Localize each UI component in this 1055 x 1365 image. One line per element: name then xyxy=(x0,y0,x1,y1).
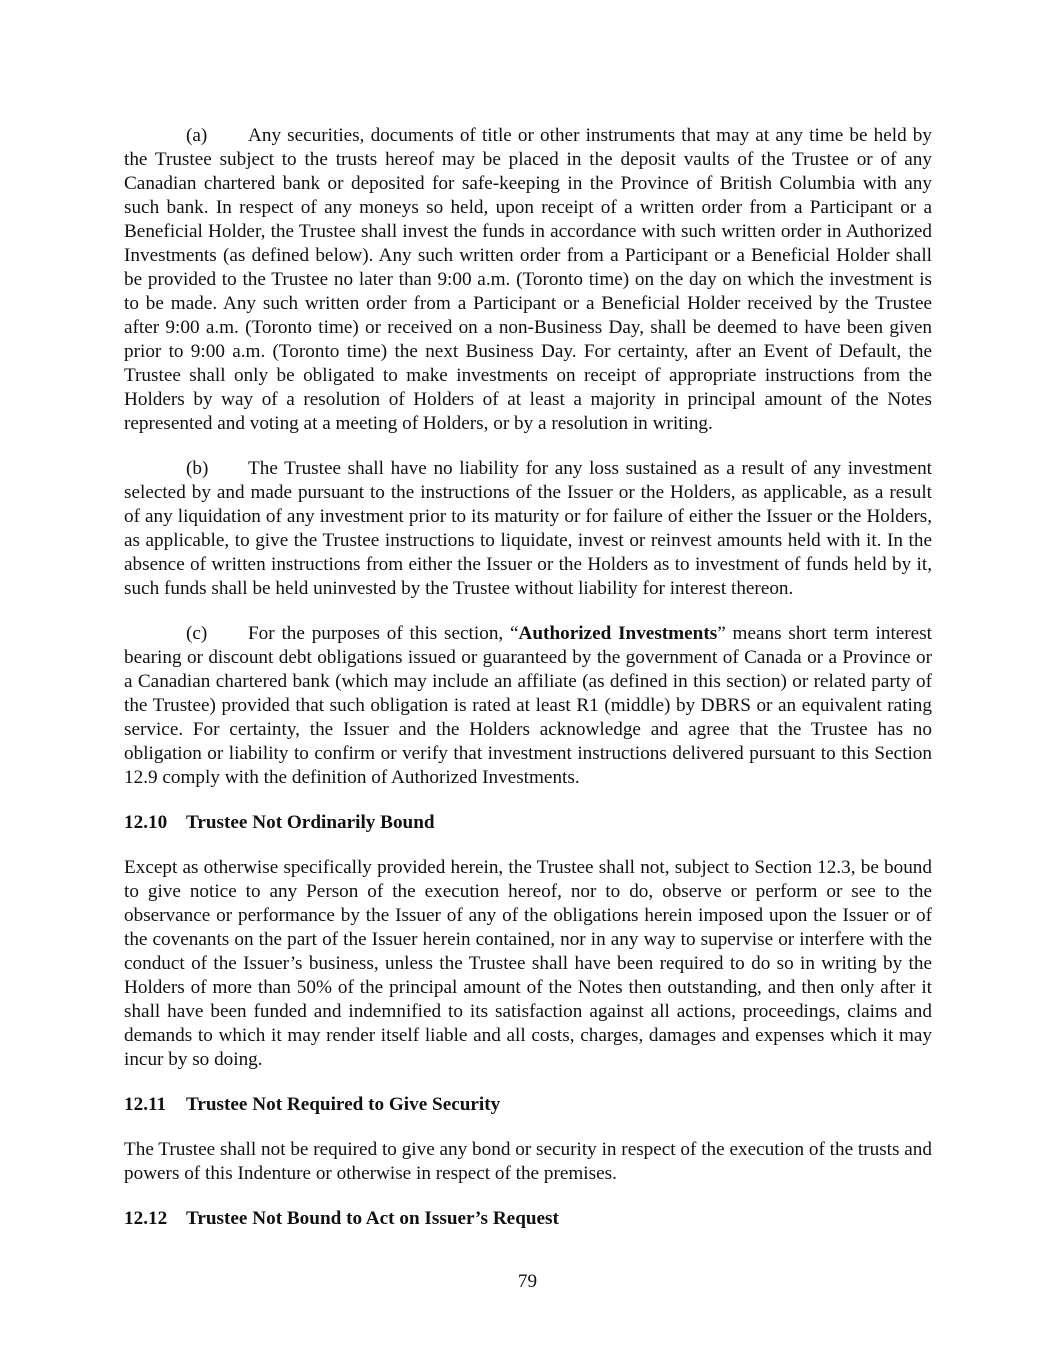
paragraph-b-label: (b) xyxy=(186,458,209,479)
paragraph-a-text: Any securities, documents of title or other instruments that may at any time be held by the Trustee subject to the trusts hereof may be placed in the deposit vaults of the Trustee or of any Canadian chartered bank or deposited for safe-keeping in the Province of British Columbia with any such bank. In respect of any moneys so held, upon receipt of a written order from a Participant or a Beneficial Holder, the Trustee shall invest the funds in accordance with such written order in Authorized Investments (as defined below). Any such written order from a Participant or a Beneficial Holder shall be provided to the Trustee no later than 9:00 a.m. (Toronto time) on the day on which the investment is to be made. Any such written order from a Participant or a Beneficial Holder received by the Trustee after 9:00 a.m. (Toronto time) or received on a non-Business Day, shall be deemed to have been given prior to 9:00 a.m. (Toronto time) the next Business Day. For certainty, after an Event of Default, the Trustee shall only be obligated to make investments on receipt of appropriate instructions from the Holders by way of a resolution of Holders of at least a majority in principal amount of the Notes represented and voting at a meeting of Holders, or by a resolution in writing. xyxy=(124,125,932,434)
page-number: 79 xyxy=(517,1271,538,1292)
paragraph-b-text: The Trustee shall have no liability for any loss sustained as a result of any investment selected by and made pursuant to the instructions of the Issuer or the Holders, as applicable, as a result of any liquidation of any investment prior to its maturity or for failure of either the Issuer or the Holders, as applicable, to give the Trustee instructions to liquidate, invest or reinvest amounts held with it. In the absence of written instructions from either the Issuer or the Holders as to investment of funds held by it, such funds shall be held uninvested by the Trustee without liability for interest thereon. xyxy=(124,458,932,599)
section-title: Trustee Not Bound to Act on Issuer’s Request xyxy=(186,1208,559,1229)
paragraph-c-text-after: ” means short term interest bearing or discount debt obligations issued or guaranteed by the government of Canada or a Province or a Canadian chartered bank (which may include an affiliate (as defined in this section) or related party of the Trustee) provided that such obligation is rated at least R1 (middle) by DBRS or an equivalent rating service. For certainty, the Issuer and the Holders acknowledge and agree that the Trustee has no obligation or liability to confirm or verify that investment instructions delivered pursuant to this Section 12.9 comply with the definition of Authorized Investments. xyxy=(124,623,932,788)
paragraph-b xyxy=(124,457,932,601)
paragraph-a xyxy=(124,124,932,436)
section-heading-12-11 xyxy=(124,1093,932,1117)
paragraph-c xyxy=(124,622,932,790)
paragraph-c-label: (c) xyxy=(186,623,208,644)
section-title: Trustee Not Ordinarily Bound xyxy=(186,812,435,833)
paragraph-a-label: (a) xyxy=(186,125,208,146)
section-heading-12-12 xyxy=(124,1207,932,1231)
paragraph-c-text-before: For the purposes of this section, “ xyxy=(248,623,519,644)
section-12-11-body: The Trustee shall not be required to give any bond or security in respect of the execution of the trusts and powers of this Indenture or otherwise in respect of the premises. xyxy=(124,1139,932,1184)
section-title: Trustee Not Required to Give Security xyxy=(186,1094,501,1115)
section-heading-12-10 xyxy=(124,811,932,835)
section-12-10-body: Except as otherwise specifically provided herein, the Trustee shall not, subject to Section 12.3, be bound to give notice to any Person of the execution hereof, nor to do, observe or perform or see to the observance or performance by the Issuer of any of the obligations herein imposed upon the Issuer or of the covenants on the part of the Issuer herein contained, nor in any way to supervise or interfere with the conduct of the Issuer’s business, unless the Trustee shall have been required to do so in writing by the Holders of more than 50% of the principal amount of the Notes then outstanding, and then only after it shall have been funded and indemnified to its satisfaction against all actions, proceedings, claims and demands to which it may render itself liable and all costs, charges, damages and expenses which it may incur by so doing. xyxy=(124,857,932,1070)
defined-term-authorized-investments: Authorized Investments xyxy=(518,623,718,644)
section-number: 12.12 xyxy=(124,1208,168,1229)
section-number: 12.10 xyxy=(124,812,168,833)
section-number: 12.11 xyxy=(124,1094,167,1115)
document-page xyxy=(124,124,932,1231)
